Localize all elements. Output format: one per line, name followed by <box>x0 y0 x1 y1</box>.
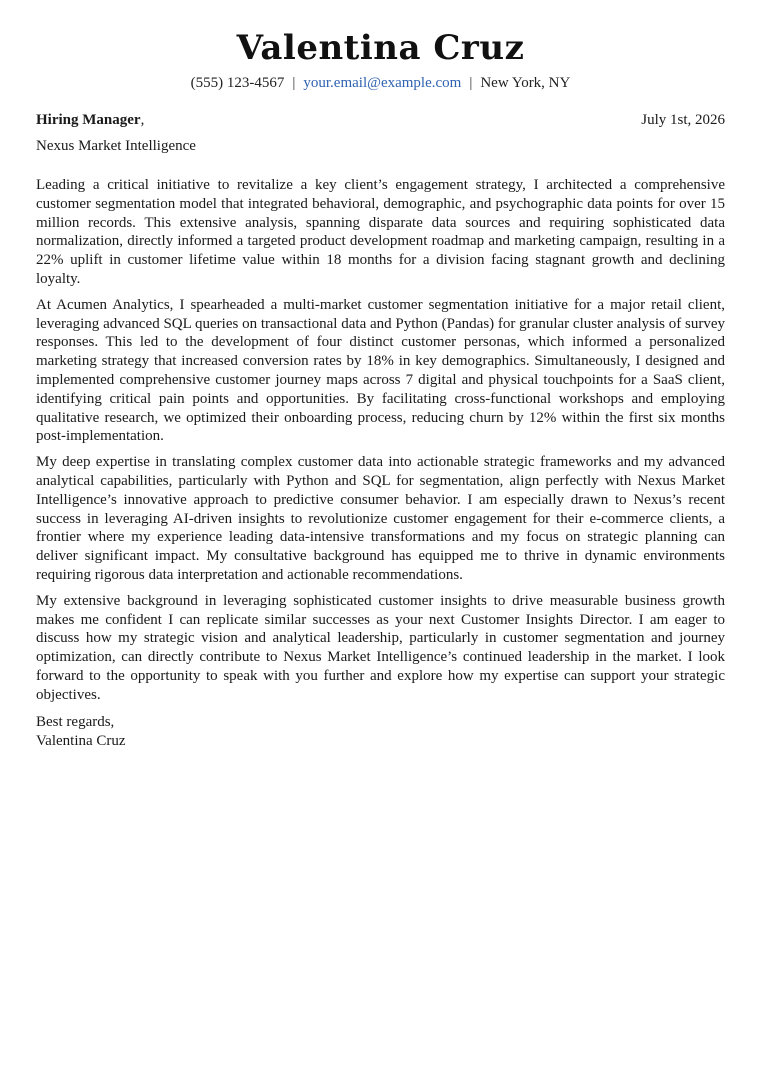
recipient <box>36 111 144 129</box>
contact-line <box>36 74 725 92</box>
recipient-name: Hiring Manager <box>36 112 141 128</box>
location: New York, NY <box>480 75 571 91</box>
signature-name: Valentina Cruz <box>36 732 126 749</box>
cover-letter-page <box>36 28 725 751</box>
closing-salutation: Best regards, <box>36 713 115 730</box>
closing-block <box>36 713 725 751</box>
body-paragraph: At Acumen Analytics, I spearheaded a multi-market customer segmentation initiative for a major retail client, leveraging advanced SQL queries on transactional data and Python (Pandas) for granular cluster analysis of survey responses. This led to the development of four distinct customer personas, which informed a personalized marketing strategy that increased conversion rates by 18% in key demographics. Simultaneously, I designed and implemented comprehensive customer journey maps across 7 digital and physical touchpoints for a SaaS client, identifying critical pain points and opportunities. By facilitating cross-functional workshops and employing qualitative research, we optimized their onboarding process, reducing churn by 12% within the first six months post-implementation. <box>36 296 725 445</box>
email-link[interactable]: your.email@example.com <box>303 75 462 91</box>
body-paragraph: Leading a critical initiative to revitalize a key client’s engagement strategy, I architected a comprehensive customer segmentation model that integrated behavioral, demographic, and psychographic data points for over 15 million records. This extensive analysis, spanning disparate data sources and requiring sophisticated data normalization, directly informed a targeted product development roadmap and marketing campaign, resulting in a 22% uplift in customer lifetime value within 18 months for a division facing stagnant growth and declining loyalty. <box>36 177 725 287</box>
contact-separator: | <box>292 75 296 91</box>
company-name: Nexus Market Intelligence <box>36 138 196 154</box>
applicant-name: Valentina Cruz <box>236 28 525 68</box>
phone-number: (555) 123-4567 <box>190 75 285 91</box>
body-paragraph: My extensive background in leveraging sophisticated customer insights to drive measurable business growth makes me confident I can replicate similar successes as your next Customer Insights Director. I am eager to discuss how my strategic vision and analytical leadership, particularly in customer segmentation and journey optimization, can directly contribute to Nexus Market Intelligence’s continued leadership in the market. I look forward to the opportunity to speak with you further and explore how my expertise can support your strategic objectives. <box>36 592 725 703</box>
letter-body <box>36 176 725 705</box>
recipient-date-row <box>36 111 725 129</box>
body-paragraph: My deep expertise in translating complex customer data into actionable strategic frameworks and my advanced analytical capabilities, particularly with Python and SQL for segmentation, align perfectly with Nexus Market Intelligence’s innovative approach to predictive consumer behavior. I am especially drawn to Nexus’s recent success in leveraging AI-driven insights to revolutionize customer engagement for their e-commerce clients, a frontier where my experience leading data-intensive transformations and my focus on strategic planning can deliver significant impact. My consultative background has equipped me to thrive in dynamic environments requiring rigorous data interpretation and actionable recommendations. <box>36 454 725 583</box>
letter-date: July 1st, 2026 <box>641 112 725 128</box>
recipient-comma: , <box>140 112 145 128</box>
contact-separator: | <box>469 75 473 91</box>
